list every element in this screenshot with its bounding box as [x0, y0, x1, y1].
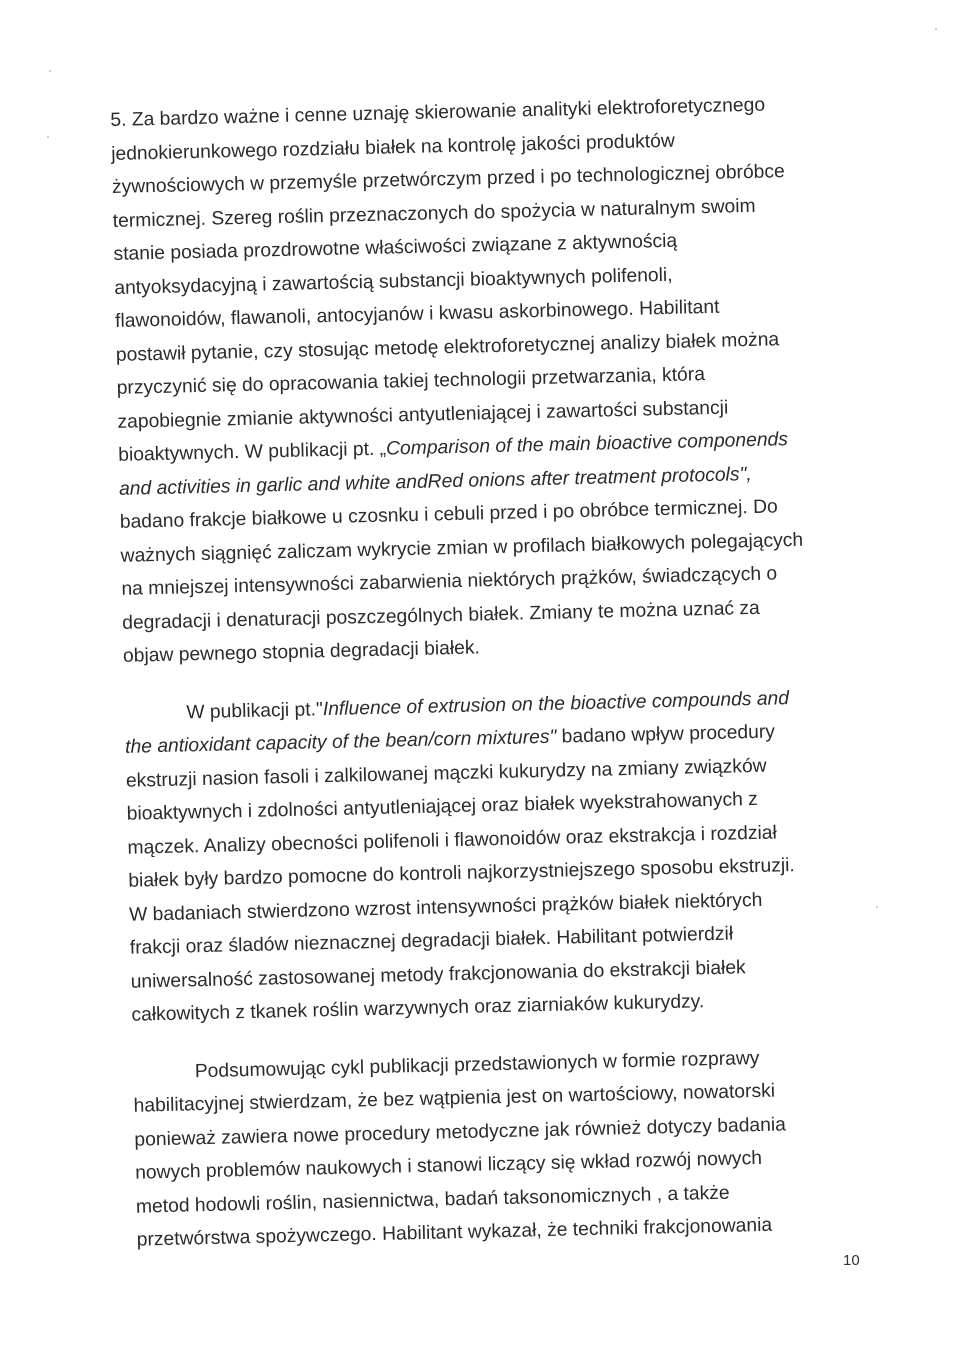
text-segment: habilitacyjnej stwierdzam, że bez wątpienia jest on wartościowy, nowatorski: [133, 1080, 776, 1117]
text-segment: na mniejszej intensywności zabarwienia niektórych prążków, świadczących o: [121, 563, 778, 600]
text-segment: ponieważ zawiera nowe procedury metodyczne jak również dotyczy badania: [134, 1113, 787, 1151]
text-segment: przetwórstwa spożywczego. Habilitant wykazał, że techniki frakcjonowania: [136, 1214, 773, 1251]
paragraph: [110, 87, 863, 674]
text-segment: antyoksydacyjną i zawartością substancji bioaktywnych polifenoli,: [114, 264, 673, 299]
text-segment: objaw pewnego stopnia degradacji białek.: [122, 637, 481, 667]
text-segment: frakcji oraz śladów nieznacznej degradacji białek. Habilitant potwierdził: [129, 923, 734, 959]
text-segment: ekstruzji nasion fasoli i zalkilowanej mączki kukurydzy na zmiany związków: [125, 755, 767, 792]
page-number: 10: [843, 1252, 860, 1269]
italic-title-segment: Comparison of the main bioactive componends: [385, 429, 789, 460]
paragraph: [132, 1039, 877, 1257]
scan-speck: [49, 70, 51, 72]
paragraph: [124, 680, 872, 1032]
document-body: [110, 87, 877, 1258]
text-segment: degradacji i denaturacji poszczególnych białek. Zmiany te można uznać za: [121, 597, 761, 634]
text-segment: bioaktywnych. W publikacji pt. „: [118, 438, 387, 466]
text-segment: W publikacji pt.": [186, 698, 324, 723]
text-segment: postawił pytanie, czy stosując metodę elektroforetycznej analizy białek można: [115, 328, 780, 366]
text-segment: jednokierunkowego rozdziału białek na kontrolę jakości produktów: [110, 130, 676, 165]
text-segment: żywnościowych w przemyśle przetwórczym przed i po technologicznej obróbce: [111, 161, 786, 198]
text-segment: bioaktywnych i zdolności antyutleniającej oraz białek wyekstrahowanych z: [126, 788, 759, 825]
italic-title-segment: the antioxidant capacity of the bean/corn mixtures": [124, 726, 557, 758]
text-segment: badano wpływ procedury: [556, 721, 776, 748]
scan-speck: [876, 906, 878, 908]
text-segment: termicznej. Szereg roślin przeznaczonych do spożycia w naturalnym swoim: [112, 195, 756, 232]
text-segment: badano frakcje białkowe u czosnku i cebuli przed i po obróbce termicznej. Do: [119, 496, 778, 533]
text-segment: metod hodowli roślin, nasiennictwa, badań taksonomicznych , a także: [135, 1182, 730, 1218]
text-segment: 5. Za bardzo ważne i cenne uznaję skierowanie analityki elektroforetycznego: [110, 94, 766, 131]
text-segment: stanie posiada prozdrowotne właściwości związane z aktywnością: [113, 230, 678, 265]
text-segment: uniwersalność zastosowanej metody frakcjonowania do ekstrakcji białek: [130, 956, 746, 993]
text-segment: ważnych siągnięć zaliczam wykrycie zmian w profilach białkowych polegających: [120, 529, 804, 567]
text-segment: białek były bardzo pomocne do kontroli najkorzystniejszego sposobu ekstruzji.: [128, 855, 796, 892]
text-segment: W badaniach stwierdzono wzrost intensywności prążków białek niektórych: [128, 889, 763, 926]
text-segment: flawonoidów, flawanoli, antocyjanów i kwasu askorbinowego. Habilitant: [114, 296, 720, 332]
text-segment: całkowitych z tkanek roślin warzywnych oraz ziarniaków kukurydzy.: [131, 991, 705, 1026]
text-segment: Podsumowując cykl publikacji przedstawionych w formie rozprawy: [194, 1047, 760, 1082]
italic-title-segment: and activities in garlic and white andRed onions after treatment protocols",: [118, 463, 752, 500]
italic-title-segment: Influence of extrusion on the bioactive compounds and: [322, 687, 790, 720]
text-segment: przyczynić się do opracowania takiej technologii przetwarzania, która: [116, 364, 706, 399]
scan-speck: [47, 136, 49, 138]
text-segment: zapobiegnie zmianie aktywności antyutleniającej i zawartości substancji: [117, 397, 729, 433]
scan-speck: [935, 28, 937, 30]
text-segment: nowych problemów naukowych i stanowi liczący się wkład rozwój nowych: [134, 1147, 763, 1184]
text-segment: mączek. Analizy obecności polifenoli i flawonoidów oraz ekstrakcja i rozdział: [127, 821, 778, 859]
